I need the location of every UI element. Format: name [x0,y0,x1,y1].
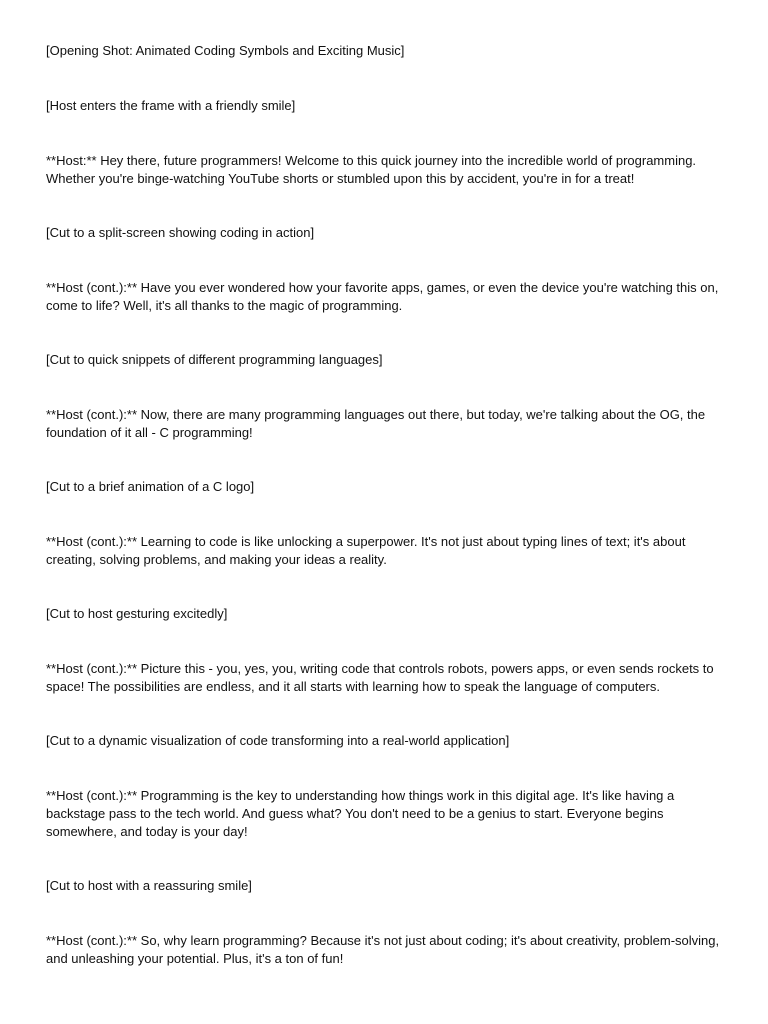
stage-direction-host-enters: [Host enters the frame with a friendly smile] [46,98,296,113]
host-line-digital-age: **Host (cont.):** Programming is the key to understanding how things work in this digital age. It's like having a backstage pass to the tech world. And guess what? You don't need to be a genius to start. Everyone begins somewhere, and today is your day! [46,788,675,839]
host-line-apps-games: **Host (cont.):** Have you ever wondered how your favorite apps, games, or even the device you're watching this on, come to life? Well, it's all thanks to the magic of programming. [46,280,719,313]
host-line-superpower: **Host (cont.):** Learning to code is like unlocking a superpower. It's not just about typing lines of text; it's about creating, solving problems, and making your ideas a reality. [46,534,686,567]
stage-direction-c-logo: [Cut to a brief animation of a C logo] [46,479,255,494]
host-line-welcome: **Host:** Hey there, future programmers! Welcome to this quick journey into the incredible world of programming. Whether you're binge-watching YouTube shorts or stumbled upon this by accident, you're in for a treat! [46,153,697,186]
stage-direction-gesturing: [Cut to host gesturing excitedly] [46,606,228,621]
stage-direction-split-screen: [Cut to a split-screen showing coding in action] [46,225,315,240]
host-line-c-programming: **Host (cont.):** Now, there are many programming languages out there, but today, we're talking about the OG, the foundation of it all - C programming! [46,407,706,440]
stage-direction-opening-shot: [Opening Shot: Animated Coding Symbols and Exciting Music] [46,43,405,58]
host-line-why-learn: **Host (cont.):** So, why learn programming? Because it's not just about coding; it's about creativity, problem-solving, and unleashing your potential. Plus, it's a ton of fun! [46,933,720,966]
stage-direction-language-snippets: [Cut to quick snippets of different programming languages] [46,352,383,367]
host-line-rockets: **Host (cont.):** Picture this - you, yes, you, writing code that controls robots, powers apps, or even sends rockets to space! The possibilities are endless, and it all starts with learning how to speak the language of computers. [46,661,714,694]
stage-direction-reassuring-smile: [Cut to host with a reassuring smile] [46,878,252,893]
stage-direction-visualization: [Cut to a dynamic visualization of code transforming into a real-world application] [46,733,510,748]
